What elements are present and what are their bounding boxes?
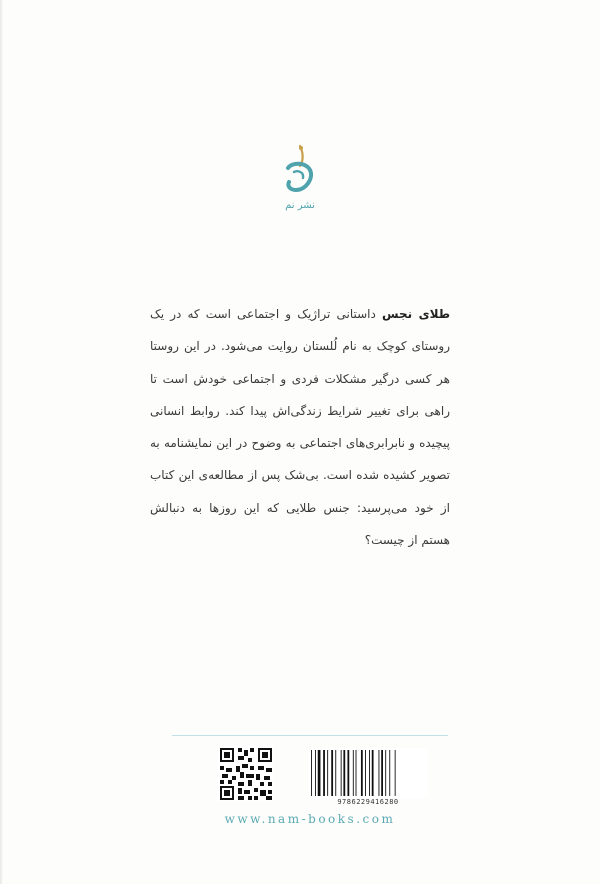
barcode-bar xyxy=(372,750,374,796)
barcode-bar xyxy=(315,750,316,796)
barcode-bar xyxy=(341,750,342,796)
barcode-bar xyxy=(343,750,345,796)
publisher-name: نشر نم xyxy=(285,200,315,211)
barcode-bar xyxy=(318,750,321,796)
blurb-text: داستانی تراژیک و اجتماعی است که در یک روستای کوچک به نام لُلستان روایت می‌شود. در این روستا هر کسی درگیر مشکلات فردی و اجتماعی خودش است تا راهی برای تغییر شرایط زندگی‌اش پیدا کند. روابط انسانی پیچیده و نابرابری‌های اجتماعی به وضوح در این نمایشنامه به تصویر کشیده شده است. بی‌شک پس از مطالعه‌ی این کتاب از خود می‌پرسید: جنس طلایی که این روزها به دنبالش هستم از چیست؟ xyxy=(150,307,450,548)
barcode-bar xyxy=(327,750,328,796)
barcode-bar xyxy=(389,750,390,796)
barcode-bar xyxy=(323,750,325,796)
isbn-barcode xyxy=(308,748,428,798)
barcode-bar xyxy=(335,750,336,796)
barcode-bar xyxy=(381,750,383,796)
barcode-bar xyxy=(353,750,354,796)
book-spine-edge xyxy=(0,0,3,884)
barcode-bar xyxy=(311,750,312,796)
back-cover-blurb xyxy=(150,298,450,556)
qr-code-icon xyxy=(218,746,274,802)
barcode-bar xyxy=(361,750,363,796)
calligraphic-khe-icon xyxy=(270,140,330,200)
publisher-logo xyxy=(270,140,330,230)
isbn-number: 9786229416280 xyxy=(337,798,399,806)
barcode-bar xyxy=(385,750,386,796)
barcode-bar xyxy=(347,750,349,796)
barcode-bar xyxy=(356,750,357,796)
barcode-bar xyxy=(369,750,370,796)
book-title: طلای نجس xyxy=(381,307,451,321)
barcode-bar xyxy=(365,750,366,796)
barcode-bar xyxy=(379,750,380,796)
barcode-bar xyxy=(331,750,333,796)
barcode-bar xyxy=(395,750,396,796)
publisher-website: www.nam-books.com xyxy=(224,812,396,826)
footer-divider xyxy=(172,735,448,736)
